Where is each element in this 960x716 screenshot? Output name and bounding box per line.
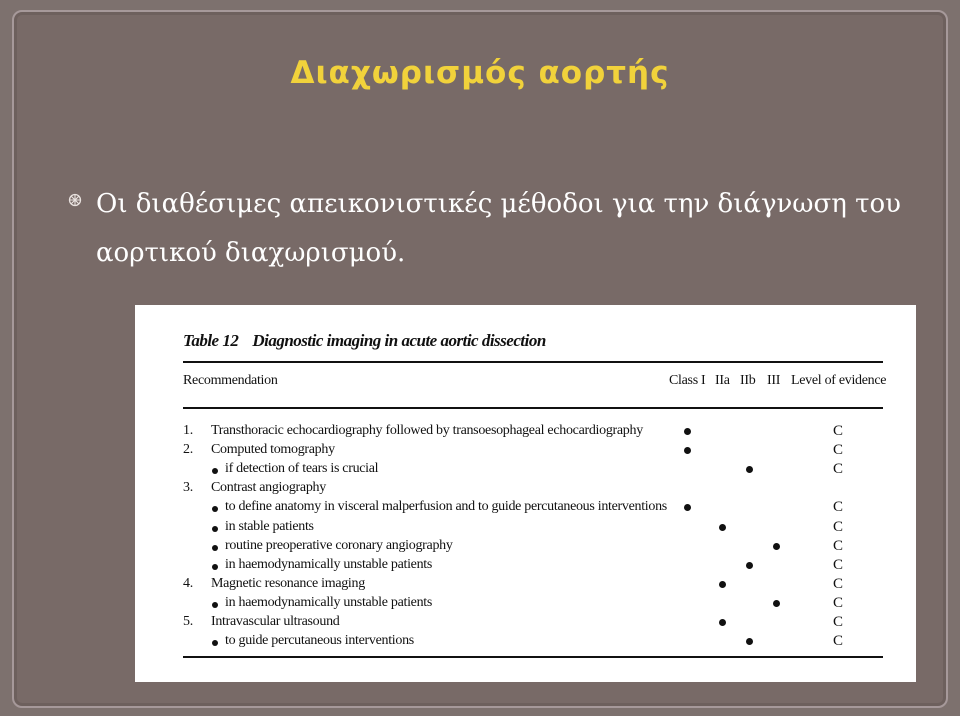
class-iib-mark [746, 562, 753, 569]
sub-bullet-dot [212, 640, 218, 646]
class-iib-mark [746, 638, 753, 645]
level-of-evidence: C [833, 442, 843, 459]
table-row [183, 480, 883, 499]
sub-bullet-dot [212, 526, 218, 532]
header-recommendation: Recommendation [183, 373, 278, 388]
table-top-rule [183, 361, 883, 363]
level-of-evidence: C [833, 633, 843, 650]
sub-bullet-dot [212, 602, 218, 608]
recommendation-text: in haemodynamically unstable patients [225, 594, 433, 610]
slide-title: Διαχωρισμός αορτής [290, 55, 670, 91]
recommendation-text: Computed tomography [211, 442, 335, 458]
recommendation-text: routine preoperative coronary angiography [225, 537, 453, 553]
header-class-iii: III [767, 373, 781, 388]
level-of-evidence: C [833, 499, 843, 516]
table-row [183, 461, 883, 480]
table-row [183, 633, 883, 652]
level-of-evidence: C [833, 518, 843, 535]
class-iia-mark [719, 619, 726, 626]
header-class-i: Class I [669, 373, 706, 388]
level-of-evidence: C [833, 461, 843, 478]
table-row [183, 595, 883, 614]
table-caption-title: Diagnostic imaging in acute aortic dissection [252, 331, 546, 350]
table-row [183, 538, 883, 557]
class-iii-mark [773, 543, 780, 550]
recommendation-text: Magnetic resonance imaging [211, 575, 365, 591]
recommendation-text: Intravascular ultrasound [211, 614, 340, 629]
recommendation-text: if detection of tears is crucial [225, 461, 379, 477]
table-image [135, 305, 916, 682]
row-number: 4. [183, 575, 193, 591]
recommendation-text: to guide percutaneous interventions [225, 633, 414, 649]
header-rule [183, 407, 883, 409]
table-row [183, 576, 883, 595]
sub-bullet-dot [212, 545, 218, 551]
header-class-iib: IIb [740, 373, 756, 388]
table-caption [183, 331, 546, 351]
recommendation-text: Transthoracic echocardiography followed by transoesophageal echocardiography [211, 423, 643, 438]
table-row [183, 519, 883, 538]
sub-bullet-dot [212, 564, 218, 570]
bullet-text: Οι διαθέσιμες απεικονιστικές μέθοδοι για την διάγνωση του αορτικού διαχωρισμού. [96, 189, 901, 268]
class-i-mark [684, 428, 691, 435]
row-number: 1. [183, 423, 193, 438]
level-of-evidence: C [833, 556, 843, 573]
class-iii-mark [773, 600, 780, 607]
sub-bullet-dot [212, 468, 218, 474]
level-of-evidence: C [833, 423, 843, 439]
row-number: 3. [183, 480, 193, 496]
recommendation-text: to define anatomy in visceral malperfusion and to guide percutaneous interventions [225, 499, 667, 515]
table-row [183, 557, 883, 576]
row-number: 5. [183, 614, 193, 629]
table-row [183, 442, 883, 461]
table-bottom-rule [183, 656, 883, 658]
recommendation-text: in haemodynamically unstable patients [225, 556, 433, 572]
class-iia-mark [719, 581, 726, 588]
level-of-evidence: C [833, 575, 843, 592]
header-class-iia: IIa [715, 373, 730, 388]
table-row [183, 423, 883, 442]
level-of-evidence: C [833, 537, 843, 554]
class-iia-mark [719, 524, 726, 531]
recommendation-text: Contrast angiography [211, 480, 326, 496]
starburst-icon [68, 193, 82, 207]
table-row [183, 499, 883, 518]
table-row [183, 614, 883, 633]
table-caption-number: Table 12 [183, 331, 239, 350]
row-number: 2. [183, 442, 193, 458]
header-level: Level of evidence [791, 373, 887, 388]
class-i-mark [684, 447, 691, 454]
level-of-evidence: C [833, 614, 843, 630]
class-iib-mark [746, 466, 753, 473]
recommendation-text: in stable patients [225, 518, 314, 534]
class-i-mark [684, 504, 691, 511]
sub-bullet-dot [212, 506, 218, 512]
level-of-evidence: C [833, 594, 843, 611]
